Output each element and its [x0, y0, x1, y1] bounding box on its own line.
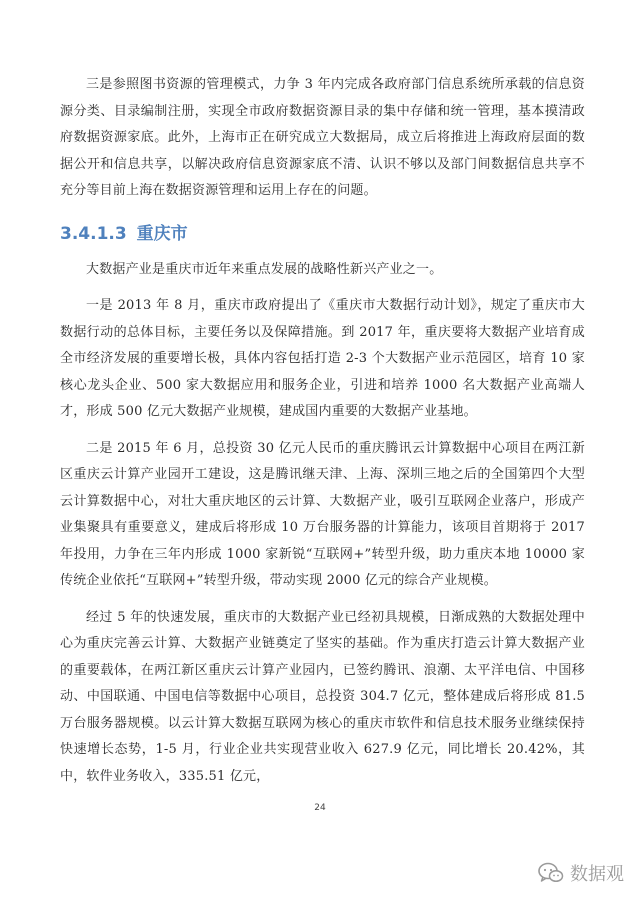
section-heading	[60, 219, 585, 249]
page-number: 24	[314, 803, 326, 813]
paragraph-development: 经过 5 年的快速发展，重庆市的大数据产业已经初具规模，日渐成熟的大数据处理中心为重庆完善云计算、大数据产业链奠定了坚实的基础。作为重庆打造云计算大数据产业的重要载体，在两江新区重庆云计算产业园内，已签约腾讯、浪潮、太平洋电信、中国移动、中国联通、中国电信等数据中心项目，总投资 304.7 亿元，整体建成后将形成 81.5 万台服务器规模。以云计算大数据互联网为核心的重庆市软件和信息技术服务业继续保持快速增长态势，1-5 月，行业企业共实现营业收入 627.9 亿元，同比增长 20.42%，其中，软件业务收入，335.51 亿元，	[60, 609, 585, 784]
paragraph-point-one: 一是 2013 年 8 月，重庆市政府提出了《重庆市大数据行动计划》，规定了重庆市大数据行动的总体目标，主要任务以及保障措施。到 2017 年，重庆要将大数据产业培育成全市经济发展的重要增长极，具体内容包括打造 2-3 个大数据产业示范园区，培育 10 家核心龙头企业、500 家大数据应用和服务企业，引进和培养 1000 名大数据产业高端人才，形成 500 亿元大数据产业规模，建成国内重要的大数据产业基地。	[60, 298, 585, 419]
wechat-icon	[538, 862, 564, 884]
document-body	[60, 72, 585, 800]
section-number: 3.4.1.3	[60, 223, 127, 244]
paragraph-point-two: 二是 2015 年 6 月，总投资 30 亿元人民币的重庆腾讯云计算数据中心项目在两江新区重庆云计算产业园开工建设，这是腾讯继天津、上海、深圳三地之后的全国第四个大型云计算数据中心，对壮大重庆地区的云计算、大数据产业，吸引互联网企业落户，形成产业集聚具有重要意义，建成后将形成 10 万台服务器的计算能力，该项目首期将于 2017 年投用，力争在三年内形成 1000 家新锐“互联网+”转型升级，助力重庆本地 10000 家传统企业依托“互联网+”转型升级，带动实现 2000 亿元的综合产业规模。	[60, 440, 585, 588]
section-title: 重庆市	[136, 223, 188, 244]
watermark-text: 数据观	[570, 864, 624, 885]
paragraph-shanghai-three: 三是参照图书资源的管理模式，力争 3 年内完成各政府部门信息系统所承载的信息资源分类、目录编制注册，实现全市政府数据资源目录的集中存储和统一管理，基本摸清政府数据资源家底。此外，上海市正在研究成立大数据局，成立后将推进上海政府层面的数据公开和信息共享，以解决政府信息资源家底不清、认识不够以及部门间数据信息共享不充分等目前上海在数据资源管理和运用上存在的问题。	[60, 77, 585, 198]
watermark	[538, 860, 624, 886]
paragraph-intro: 大数据产业是重庆市近年来重点发展的战略性新兴产业之一。	[86, 261, 443, 277]
